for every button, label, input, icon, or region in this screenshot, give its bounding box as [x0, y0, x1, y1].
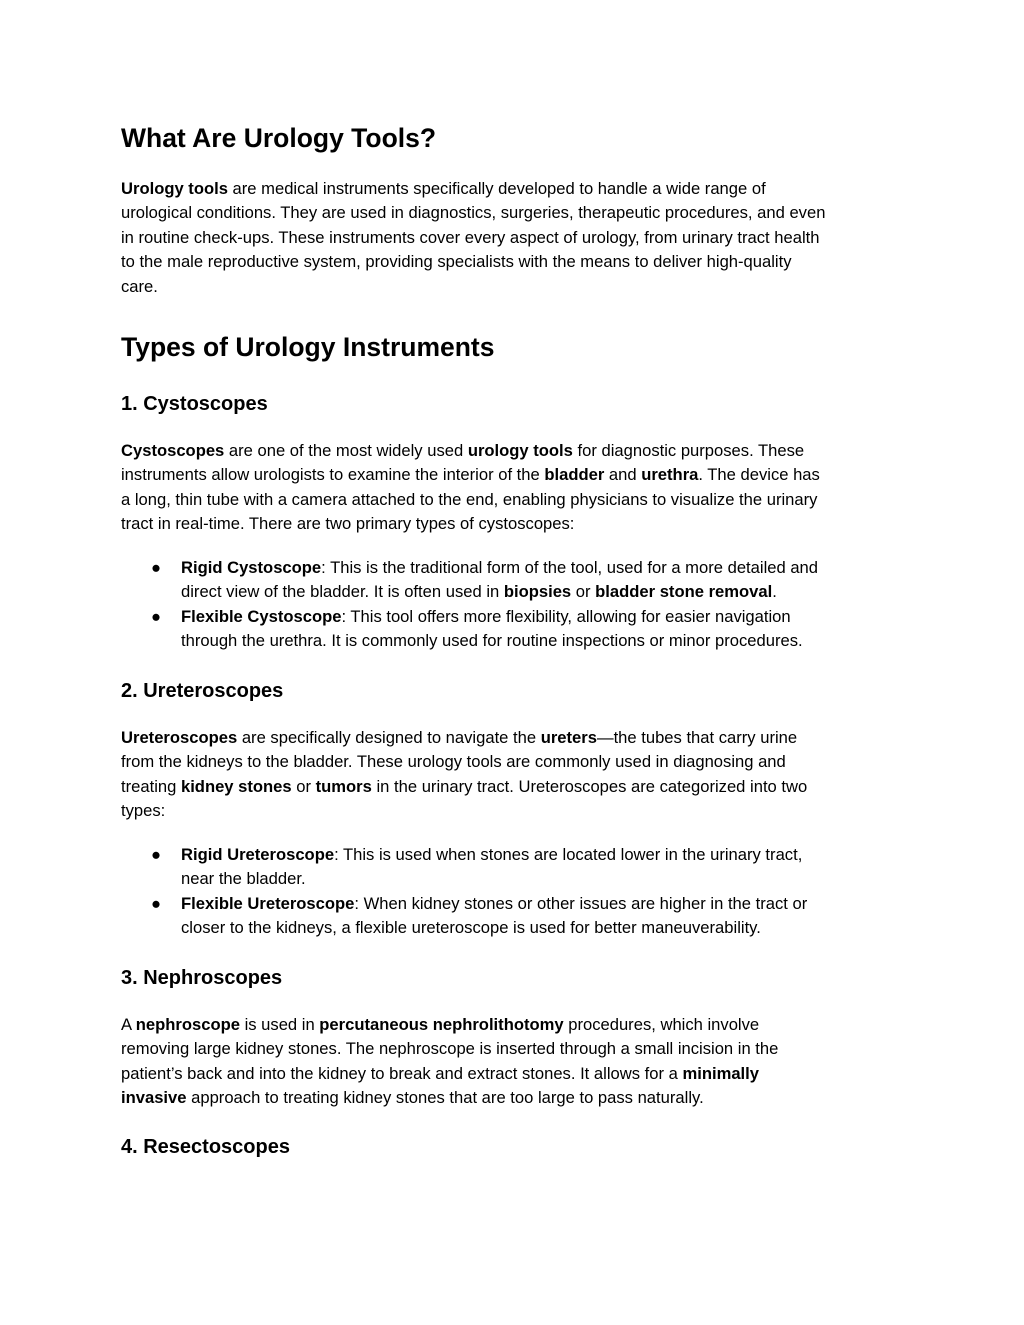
- heading-nephroscopes: 3. Nephroscopes: [121, 967, 283, 989]
- nephroscopes-paragraph: A nephroscope is used in percutaneous nephrolithotomy procedures, which involve removing large kidney stones. The nephroscope is inserted through a small incision in the patient’s back and into the kidney to break and extract stones. It allows for a minimally invasive approach to treating kidney stones that are too large to pass naturally.: [121, 1015, 779, 1108]
- heading-what-are-urology-tools: What Are Urology Tools?: [121, 123, 437, 153]
- ureteroscope-types-list: [121, 843, 911, 941]
- bullet-icon: ●: [151, 893, 162, 913]
- list-item: ● Rigid Cystoscope: This is the traditional form of the tool, used for a more detailed and direct view of the bladder. It is often used in biopsies or bladder stone removal.: [151, 558, 819, 602]
- bullet-icon: ●: [151, 606, 162, 626]
- heading-types-of-urology-instruments: Types of Urology Instruments: [121, 332, 495, 362]
- list-item: ● Flexible Ureteroscope: When kidney stones or other issues are higher in the tract or closer to the kidneys, a flexible ureteroscope is used for better maneuverability.: [151, 893, 808, 938]
- ureteroscopes-paragraph: Ureteroscopes are specifically designed to navigate the ureters—the tubes that carry urine from the kidneys to the bladder. These urology tools are commonly used in diagnosing and treating kidney stones or tumors in the urinary tract. Ureteroscopes are categorized into two types:: [121, 728, 808, 821]
- list-item: ● Flexible Cystoscope: This tool offers more flexibility, allowing for easier navigation through the urethra. It is commonly used for routine inspections or minor procedures.: [151, 606, 803, 651]
- cystoscopes-paragraph: Cystoscopes are one of the most widely used urology tools for diagnostic purposes. These instruments allow urologists to examine the interior of the bladder and urethra. The device has a long, thin tube with a camera attached to the end, enabling physicians to visualize the urinary tract in real-time. There are two primary types of cystoscopes:: [121, 441, 820, 534]
- cystoscope-types-list: [121, 556, 911, 654]
- heading-resectoscopes: 4. Resectoscopes: [121, 1136, 290, 1158]
- heading-ureteroscopes: 2. Ureteroscopes: [121, 680, 284, 702]
- bullet-icon: ●: [151, 558, 162, 577]
- intro-paragraph: Urology tools are medical instruments specifically developed to handle a wide range of urological conditions. They are used in diagnostics, surgeries, therapeutic procedures, and even in routine check-ups. These instruments cover every aspect of urology, from urinary tract health to the male reproductive system, providing specialists with the means to deliver high-quality care.: [121, 179, 826, 296]
- list-item: ● Rigid Ureteroscope: This is used when stones are located lower in the urinary tract, near the bladder.: [151, 845, 803, 889]
- heading-cystoscopes: 1. Cystoscopes: [121, 393, 268, 415]
- bullet-icon: ●: [151, 845, 162, 864]
